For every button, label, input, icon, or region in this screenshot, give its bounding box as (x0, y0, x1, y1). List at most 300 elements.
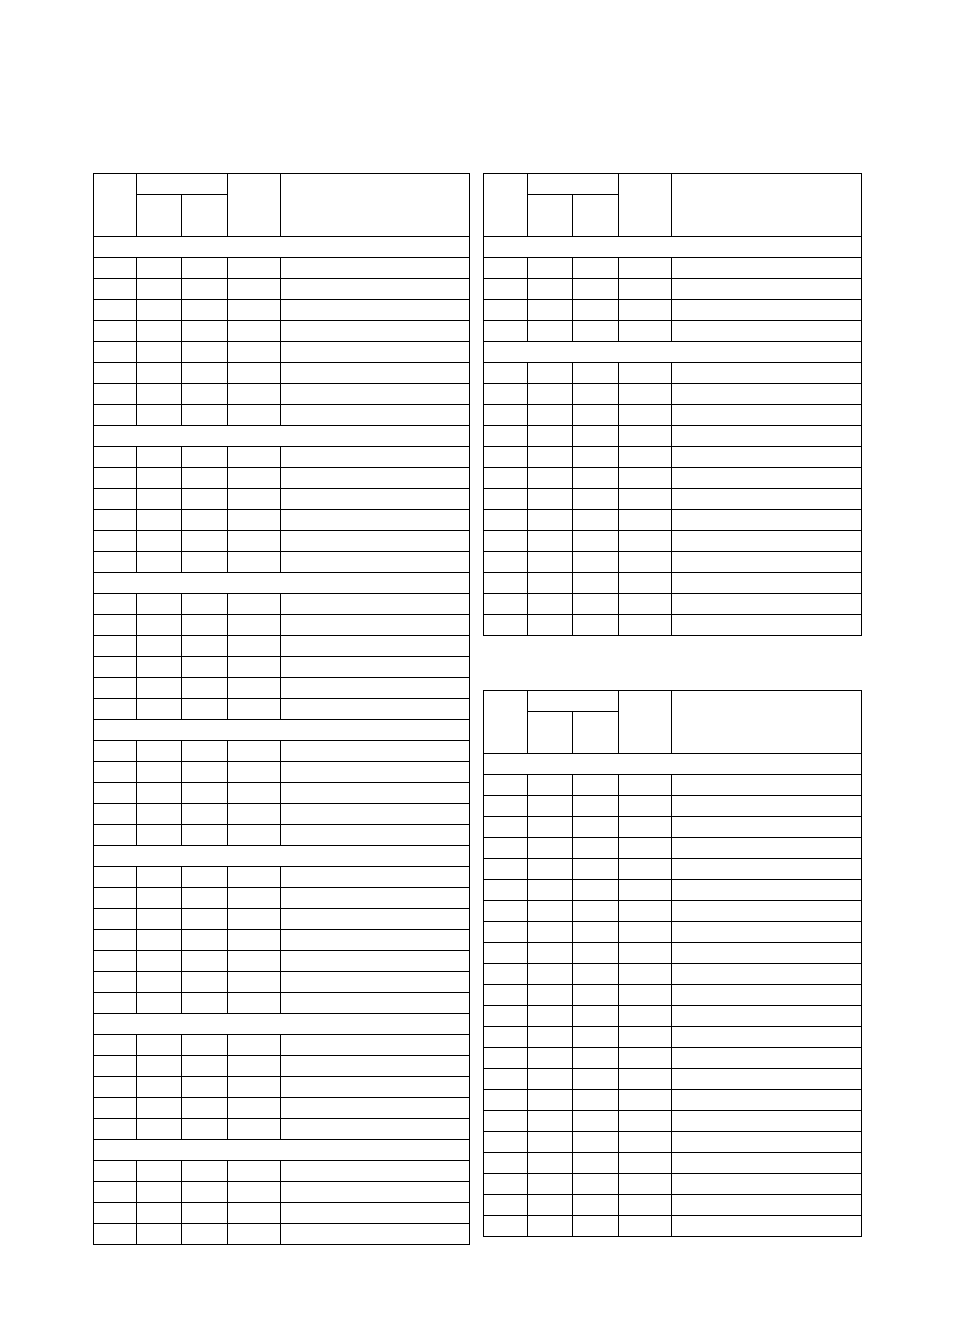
table-cell (484, 510, 528, 531)
table-cell (528, 321, 573, 342)
table-cell (94, 342, 137, 363)
table-row (94, 783, 470, 804)
table-cell (281, 867, 470, 888)
table-cell (484, 405, 528, 426)
table-cell (228, 972, 281, 993)
table-cell (528, 615, 573, 636)
table-cell (137, 1056, 182, 1077)
table-cell (281, 615, 470, 636)
table-cell (137, 741, 182, 762)
table-cell (281, 468, 470, 489)
table-cell (228, 552, 281, 573)
table-row (94, 888, 470, 909)
table-cell (281, 993, 470, 1014)
table-cell (94, 594, 137, 615)
table-cell (94, 510, 137, 531)
table-row (484, 964, 862, 985)
table-cell (228, 1224, 281, 1245)
table-cell (619, 1195, 672, 1216)
table-cell (619, 468, 672, 489)
table-cell (182, 321, 228, 342)
table-cell (281, 1035, 470, 1056)
section-row (94, 846, 470, 867)
table-cell (137, 699, 182, 720)
table-cell (228, 1077, 281, 1098)
table-cell (281, 1224, 470, 1245)
table-cell (182, 1098, 228, 1119)
table-cell (137, 825, 182, 846)
table-cell (528, 447, 573, 468)
header-group-cell (528, 691, 619, 712)
table-cell (281, 510, 470, 531)
table-cell (137, 657, 182, 678)
table-cell (619, 426, 672, 447)
table-cell (484, 426, 528, 447)
table-cell (182, 888, 228, 909)
table-cell (573, 1090, 619, 1111)
table-cell (94, 930, 137, 951)
section-row (94, 573, 470, 594)
table-cell (94, 678, 137, 699)
table-cell (281, 930, 470, 951)
table-cell (528, 1006, 573, 1027)
table-cell (528, 880, 573, 901)
table-cell (672, 258, 862, 279)
table-cell (94, 279, 137, 300)
table-cell (182, 1161, 228, 1182)
table-cell (228, 489, 281, 510)
table-cell (484, 859, 528, 880)
table-cell (484, 1195, 528, 1216)
table-row (484, 489, 862, 510)
table-cell (182, 1035, 228, 1056)
table-cell (137, 363, 182, 384)
table-cell (137, 1203, 182, 1224)
table-cell (228, 615, 281, 636)
table-cell (672, 405, 862, 426)
table-cell (619, 817, 672, 838)
table-cell (182, 384, 228, 405)
table-cell (137, 384, 182, 405)
table-row (94, 972, 470, 993)
table-cell (484, 321, 528, 342)
table-cell (528, 775, 573, 796)
table-cell (94, 804, 137, 825)
table-cell (672, 1216, 862, 1237)
table-cell (182, 489, 228, 510)
table-cell (573, 321, 619, 342)
table-row (484, 1174, 862, 1195)
section-row (94, 237, 470, 258)
table-cell (573, 279, 619, 300)
table-cell (672, 594, 862, 615)
table-row (484, 859, 862, 880)
table-cell (528, 531, 573, 552)
table-cell (228, 993, 281, 1014)
table-cell (182, 867, 228, 888)
table-cell (528, 838, 573, 859)
header-subcell (182, 195, 228, 237)
table-cell (484, 964, 528, 985)
table-cell (484, 468, 528, 489)
table-cell (182, 825, 228, 846)
table-row (484, 531, 862, 552)
table-cell (573, 426, 619, 447)
table-cell (672, 468, 862, 489)
table-row (484, 1027, 862, 1048)
table-cell (484, 594, 528, 615)
table-cell (619, 594, 672, 615)
table-cell (573, 922, 619, 943)
table-cell (94, 531, 137, 552)
table-cell (528, 1174, 573, 1195)
header-subcell (528, 195, 573, 237)
table-cell (528, 594, 573, 615)
table-cell (228, 1098, 281, 1119)
header-cell (281, 174, 470, 237)
table-cell (281, 531, 470, 552)
table-cell (484, 1069, 528, 1090)
table-cell (484, 384, 528, 405)
table-cell (619, 489, 672, 510)
table-cell (573, 1048, 619, 1069)
table-cell (484, 838, 528, 859)
table-cell (484, 531, 528, 552)
table-cell (573, 258, 619, 279)
table-cell (182, 468, 228, 489)
table-cell (137, 888, 182, 909)
table-cell (228, 363, 281, 384)
table-cell (619, 922, 672, 943)
table-cell (528, 1132, 573, 1153)
table-row (484, 426, 862, 447)
table-cell (94, 447, 137, 468)
table-cell (137, 783, 182, 804)
table-cell (484, 300, 528, 321)
table-row (484, 1048, 862, 1069)
table-cell (182, 510, 228, 531)
table-cell (672, 817, 862, 838)
table-cell (484, 1027, 528, 1048)
table-row (484, 510, 862, 531)
table-cell (182, 1182, 228, 1203)
table-cell (619, 880, 672, 901)
table-row (484, 615, 862, 636)
table-row (484, 573, 862, 594)
table-cell (182, 300, 228, 321)
table-cell (528, 985, 573, 1006)
table-cell (281, 636, 470, 657)
header-cell (484, 691, 528, 754)
table-cell (619, 573, 672, 594)
table-row (94, 657, 470, 678)
table-row (484, 363, 862, 384)
table-cell (573, 859, 619, 880)
section-cell (94, 1140, 470, 1161)
table-cell (484, 489, 528, 510)
table-cell (573, 363, 619, 384)
table-cell (182, 993, 228, 1014)
table-cell (228, 300, 281, 321)
table-cell (672, 510, 862, 531)
table-right-top (483, 173, 862, 636)
table-row (94, 1077, 470, 1098)
table-cell (619, 1090, 672, 1111)
table-cell (619, 1006, 672, 1027)
header-subcell (528, 712, 573, 754)
table-cell (672, 447, 862, 468)
table-cell (573, 552, 619, 573)
table-cell (94, 909, 137, 930)
table-cell (573, 1174, 619, 1195)
table-row (94, 1056, 470, 1077)
table-cell (484, 279, 528, 300)
table-cell (672, 859, 862, 880)
table-cell (573, 573, 619, 594)
table-row (484, 985, 862, 1006)
table-cell (619, 321, 672, 342)
table-cell (228, 1203, 281, 1224)
table-cell (94, 300, 137, 321)
table-row (94, 1119, 470, 1140)
table-cell (484, 363, 528, 384)
table-cell (619, 300, 672, 321)
table-cell (528, 426, 573, 447)
table-cell (228, 468, 281, 489)
table-cell (228, 783, 281, 804)
table-cell (672, 300, 862, 321)
table-row (484, 300, 862, 321)
header-subcell (573, 195, 619, 237)
table-cell (94, 1203, 137, 1224)
table-cell (619, 552, 672, 573)
table-cell (484, 1006, 528, 1027)
table-cell (228, 1056, 281, 1077)
table-cell (484, 573, 528, 594)
section-cell (484, 754, 862, 775)
table-row (484, 817, 862, 838)
table-row (94, 699, 470, 720)
table-cell (137, 972, 182, 993)
table-cell (672, 573, 862, 594)
table-cell (672, 901, 862, 922)
table-cell (94, 363, 137, 384)
table-row (94, 363, 470, 384)
table-cell (484, 1048, 528, 1069)
table-cell (672, 1090, 862, 1111)
table-cell (228, 1182, 281, 1203)
header-subcell (573, 712, 619, 754)
table-cell (182, 636, 228, 657)
table-cell (182, 741, 228, 762)
table-cell (281, 699, 470, 720)
table-cell (182, 531, 228, 552)
table-cell (94, 825, 137, 846)
table-cell (137, 1077, 182, 1098)
table-cell (573, 796, 619, 817)
table-cell (137, 762, 182, 783)
table-cell (182, 783, 228, 804)
table-cell (528, 922, 573, 943)
table-cell (228, 510, 281, 531)
table-row (484, 1006, 862, 1027)
table-cell (228, 930, 281, 951)
table-cell (672, 985, 862, 1006)
table-cell (137, 468, 182, 489)
table-row (94, 678, 470, 699)
table-cell (137, 1161, 182, 1182)
table-cell (528, 405, 573, 426)
table-cell (182, 804, 228, 825)
table-cell (619, 1132, 672, 1153)
table-cell (137, 1098, 182, 1119)
table-cell (484, 552, 528, 573)
table-cell (182, 615, 228, 636)
table-cell (137, 489, 182, 510)
table-cell (619, 1069, 672, 1090)
table-cell (228, 678, 281, 699)
table-row (484, 1153, 862, 1174)
table-cell (528, 1069, 573, 1090)
section-row (484, 237, 862, 258)
table-cell (137, 951, 182, 972)
table-cell (672, 426, 862, 447)
section-cell (94, 237, 470, 258)
table-cell (94, 636, 137, 657)
table-cell (281, 1119, 470, 1140)
table-cell (94, 1056, 137, 1077)
table-cell (137, 258, 182, 279)
table-row (484, 468, 862, 489)
table-cell (528, 489, 573, 510)
table-row (94, 762, 470, 783)
table-cell (281, 300, 470, 321)
table-cell (182, 972, 228, 993)
table-cell (619, 1153, 672, 1174)
header-cell (619, 174, 672, 237)
table-cell (94, 972, 137, 993)
table-row (484, 1069, 862, 1090)
table-cell (94, 468, 137, 489)
table-right-bottom (483, 690, 862, 1237)
table-cell (528, 468, 573, 489)
table-row (94, 1182, 470, 1203)
table-row (94, 300, 470, 321)
table-cell (228, 405, 281, 426)
table-cell (573, 405, 619, 426)
table-cell (528, 796, 573, 817)
table-cell (137, 804, 182, 825)
table-row (484, 796, 862, 817)
table-cell (528, 1195, 573, 1216)
table-cell (619, 1111, 672, 1132)
table-cell (182, 447, 228, 468)
header-row (484, 174, 862, 195)
table-cell (182, 657, 228, 678)
table-row (94, 636, 470, 657)
table-row (94, 909, 470, 930)
table-cell (573, 510, 619, 531)
table-cell (619, 615, 672, 636)
table-cell (94, 699, 137, 720)
table-cell (94, 657, 137, 678)
section-row (94, 1014, 470, 1035)
table-row (94, 447, 470, 468)
table-row (94, 552, 470, 573)
table-cell (281, 741, 470, 762)
section-cell (484, 342, 862, 363)
table-left (93, 173, 470, 1245)
table-cell (484, 1153, 528, 1174)
table-cell (228, 699, 281, 720)
table-row (94, 1098, 470, 1119)
table-row (484, 880, 862, 901)
table-cell (672, 1132, 862, 1153)
table-cell (573, 901, 619, 922)
header-row (94, 174, 470, 195)
section-row (94, 1140, 470, 1161)
table-row (484, 838, 862, 859)
table-cell (619, 775, 672, 796)
table-cell (281, 363, 470, 384)
table-cell (94, 258, 137, 279)
table-cell (281, 447, 470, 468)
table-cell (573, 1069, 619, 1090)
table-cell (281, 762, 470, 783)
table-cell (484, 796, 528, 817)
section-cell (94, 1014, 470, 1035)
table-row (484, 1195, 862, 1216)
table-cell (137, 1182, 182, 1203)
table-row (94, 531, 470, 552)
table-row (94, 825, 470, 846)
table-row (94, 867, 470, 888)
table-cell (228, 321, 281, 342)
table-row (484, 943, 862, 964)
table-row (94, 930, 470, 951)
table-cell (281, 1161, 470, 1182)
section-row (484, 342, 862, 363)
table-cell (228, 279, 281, 300)
table-cell (528, 943, 573, 964)
table-cell (484, 922, 528, 943)
table-cell (281, 552, 470, 573)
table-cell (94, 1182, 137, 1203)
table-cell (573, 468, 619, 489)
table-cell (281, 1056, 470, 1077)
table-cell (137, 321, 182, 342)
table-row (484, 1132, 862, 1153)
table-cell (94, 1224, 137, 1245)
table-row (94, 1161, 470, 1182)
table-cell (484, 1216, 528, 1237)
table-cell (619, 384, 672, 405)
table-cell (619, 1216, 672, 1237)
table-cell (528, 964, 573, 985)
table-cell (619, 510, 672, 531)
table-cell (573, 817, 619, 838)
table-cell (228, 1119, 281, 1140)
table-cell (573, 1132, 619, 1153)
table-cell (182, 699, 228, 720)
table-cell (94, 384, 137, 405)
table-cell (228, 447, 281, 468)
table-cell (484, 1174, 528, 1195)
table-row (484, 594, 862, 615)
table-cell (182, 951, 228, 972)
table-cell (619, 859, 672, 880)
table-row (94, 741, 470, 762)
